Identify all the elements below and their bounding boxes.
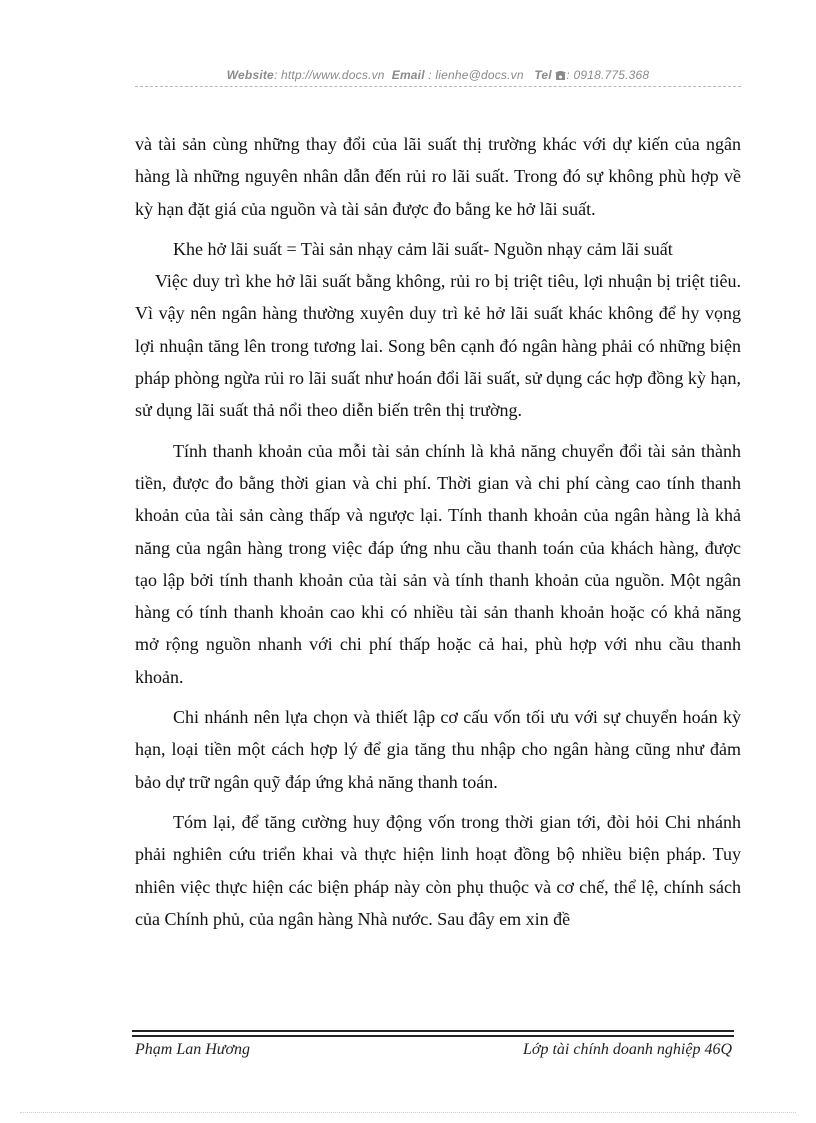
tel-value: : 0918.775.368 bbox=[566, 68, 650, 82]
footer-author: Phạm Lan Hương bbox=[135, 1041, 251, 1058]
tel-label: Tel bbox=[534, 68, 552, 82]
page-bottom-border bbox=[20, 1112, 796, 1113]
page-header bbox=[135, 68, 741, 83]
paragraph-5: Tóm lại, để tăng cường huy động vốn trong thời gian tới, đòi hỏi Chi nhánh phải nghiên cứu triển khai và thực hiện linh hoạt đồng bộ nhiều biện pháp. Tuy nhiên việc thực hiện các biện pháp này còn phụ thuộc và cơ chế, thể lệ, chính sách của Chính phủ, của ngân hàng Nhà nước. Sau đây em xin đề bbox=[135, 811, 741, 929]
header-divider bbox=[135, 86, 741, 87]
email-label: Email bbox=[391, 68, 425, 82]
phone-icon bbox=[555, 69, 566, 83]
document-body bbox=[135, 128, 741, 935]
email-value: : lienhe@docs.vn bbox=[428, 68, 524, 82]
paragraph-3: Tính thanh khoản của mỗi tài sản chính là khả năng chuyển đổi tài sản thành tiền, được đo bằng thời gian và chi phí. Thời gian và chi phí càng cao tính thanh khoản của tài sản càng thấp và ngược lại. Tính thanh khoản của ngân hàng là khả năng của ngân hàng trong việc đáp ứng nhu cầu thanh toán của khách hàng, được tạo lập bởi tính thanh khoản của tài sản và tính thanh khoản của nguồn. Một ngân hàng có tính thanh khoản cao khi có nhiều tài sản thanh khoản hoặc có khả năng mở rộng nguồn nhanh với chi phí thấp hoặc cả hai, phù hợp với nhu cầu thanh khoản. bbox=[135, 440, 741, 687]
paragraph-1: và tài sản cùng những thay đổi của lãi suất thị trường khác với dự kiến của ngân hàng là những nguyên nhân dẫn đến rủi ro lãi suất. Trong đó sự không phù hợp về kỳ hạn đặt giá của nguồn và tài sản được đo bằng ke hở lãi suất. bbox=[135, 134, 741, 219]
footer-divider-top bbox=[132, 1030, 734, 1032]
website-label: Website bbox=[226, 68, 274, 82]
formula-line: Khe hở lãi suất = Tài sản nhạy cảm lãi suất- Nguồn nhạy cảm lãi suất bbox=[173, 238, 673, 259]
footer-class: Lớp tài chính doanh nghiệp 46Q bbox=[523, 1041, 732, 1058]
website-value: : http://www.docs.vn bbox=[273, 68, 385, 82]
footer-divider-bottom bbox=[132, 1035, 734, 1037]
paragraph-2: Việc duy trì khe hở lãi suất bằng không, rủi ro bị triệt tiêu, lợi nhuận bị triệt tiêu. Vì vậy nên ngân hàng thường xuyên duy trì kẻ hở lãi suất khác không để hy vọng lợi nhuận tăng lên trong tương lai. Song bên cạnh đó ngân hàng phải có những biện pháp phòng ngừa rủi ro lãi suất như hoán đổi lãi suất, sử dụng các hợp đồng kỳ hạn, sử dụng lãi suất thả nổi theo diễn biến trên thị trường. bbox=[135, 271, 741, 421]
paragraph-4: Chi nhánh nên lựa chọn và thiết lập cơ cấu vốn tối ưu với sự chuyển hoán kỳ hạn, loại tiền một cách hợp lý để gia tăng thu nhập cho ngân hàng cũng như đảm bảo dự trữ ngân quỹ đáp ứng khả năng thanh toán. bbox=[135, 707, 741, 792]
